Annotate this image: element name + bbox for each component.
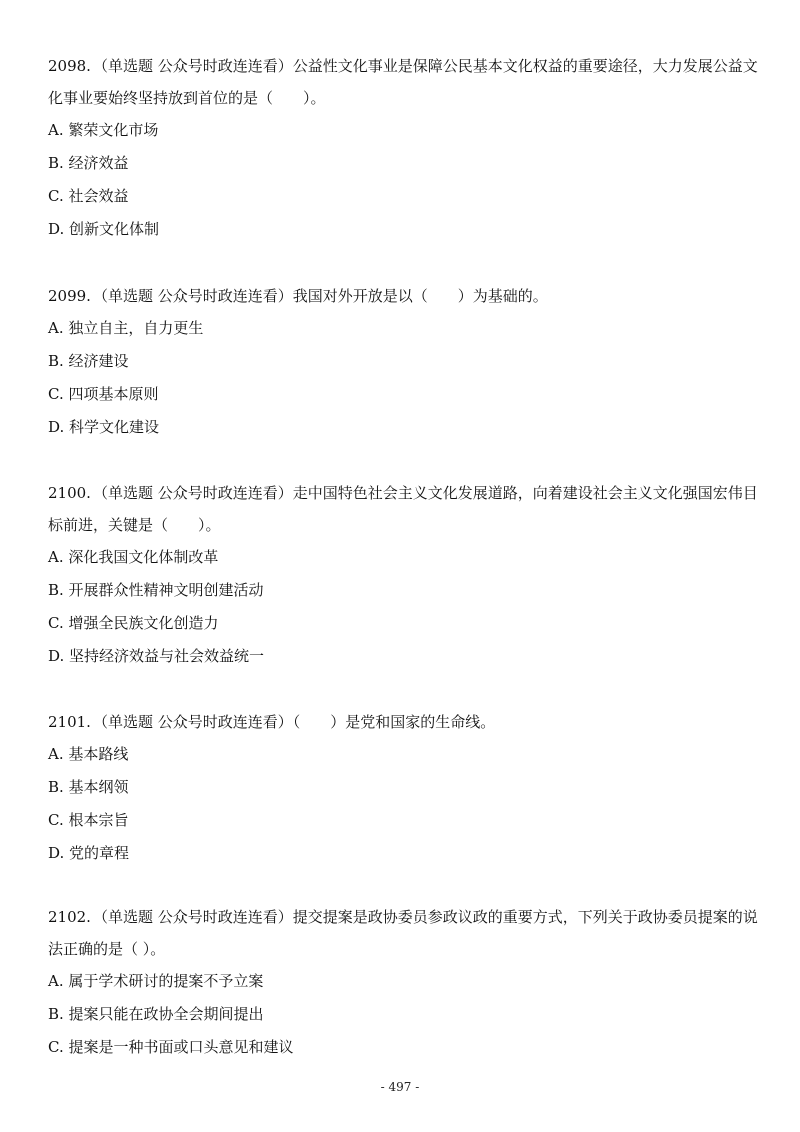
question-text: （单选题 公众号时政连连看）我国对外开放是以（ ）为基础的。 <box>92 287 548 305</box>
option-c: C. 增强全民族文化创造力 <box>48 614 219 632</box>
question-text: （单选题 公众号时政连连看）公益性文化事业是保障公民基本文化权益的重要途径，大力发展公益文化事业要始终坚持放到首位的是（ ）。 <box>48 57 758 107</box>
question-2102 <box>48 901 760 1064</box>
option-d: D. 坚持经济效益与社会效益统一 <box>48 647 265 665</box>
question-stem <box>48 706 760 738</box>
option-b: B. 提案只能在政协全会期间提出 <box>48 1005 264 1023</box>
question-text: （单选题 公众号时政连连看）提交提案是政协委员参政议政的重要方式，下列关于政协委员提案的说法正确的是（ ）。 <box>48 908 758 958</box>
page-number: - 497 - <box>380 1080 420 1094</box>
option-a: A. 深化我国文化体制改革 <box>48 548 219 566</box>
question-2101 <box>48 706 760 870</box>
option-d: D. 党的章程 <box>48 844 130 862</box>
option-b: B. 经济效益 <box>48 154 129 172</box>
question-text: （单选题 公众号时政连连看）（ ）是党和国家的生命线。 <box>92 713 496 731</box>
question-stem <box>48 901 760 965</box>
question-2100 <box>48 477 760 673</box>
option-c: C. 社会效益 <box>48 187 129 205</box>
question-stem <box>48 50 760 114</box>
question-stem <box>48 477 760 541</box>
option-b: B. 开展群众性精神文明创建活动 <box>48 581 264 599</box>
option-a: A. 基本路线 <box>48 745 129 763</box>
question-stem <box>48 280 760 312</box>
question-2099 <box>48 280 760 444</box>
question-text: （单选题 公众号时政连连看）走中国特色社会主义文化发展道路，向着建设社会主义文化强国宏伟目标前进，关键是（ ）。 <box>48 484 758 534</box>
option-c: C. 四项基本原则 <box>48 385 159 403</box>
option-b: B. 经济建设 <box>48 352 129 370</box>
option-d: D. 创新文化体制 <box>48 220 160 238</box>
option-c: C. 提案是一种书面或口头意见和建议 <box>48 1038 294 1056</box>
option-c: C. 根本宗旨 <box>48 811 129 829</box>
option-a: A. 独立自主，自力更生 <box>48 319 204 337</box>
question-number: 2099. <box>48 287 91 305</box>
option-d: D. 科学文化建设 <box>48 418 160 436</box>
option-a: A. 繁荣文化市场 <box>48 121 159 139</box>
question-number: 2102. <box>48 908 91 926</box>
question-number: 2098. <box>48 57 91 75</box>
option-b: B. 基本纲领 <box>48 778 129 796</box>
question-number: 2101. <box>48 713 91 731</box>
option-a: A. 属于学术研讨的提案不予立案 <box>48 972 264 990</box>
question-number: 2100. <box>48 484 91 502</box>
question-2098 <box>48 50 760 246</box>
